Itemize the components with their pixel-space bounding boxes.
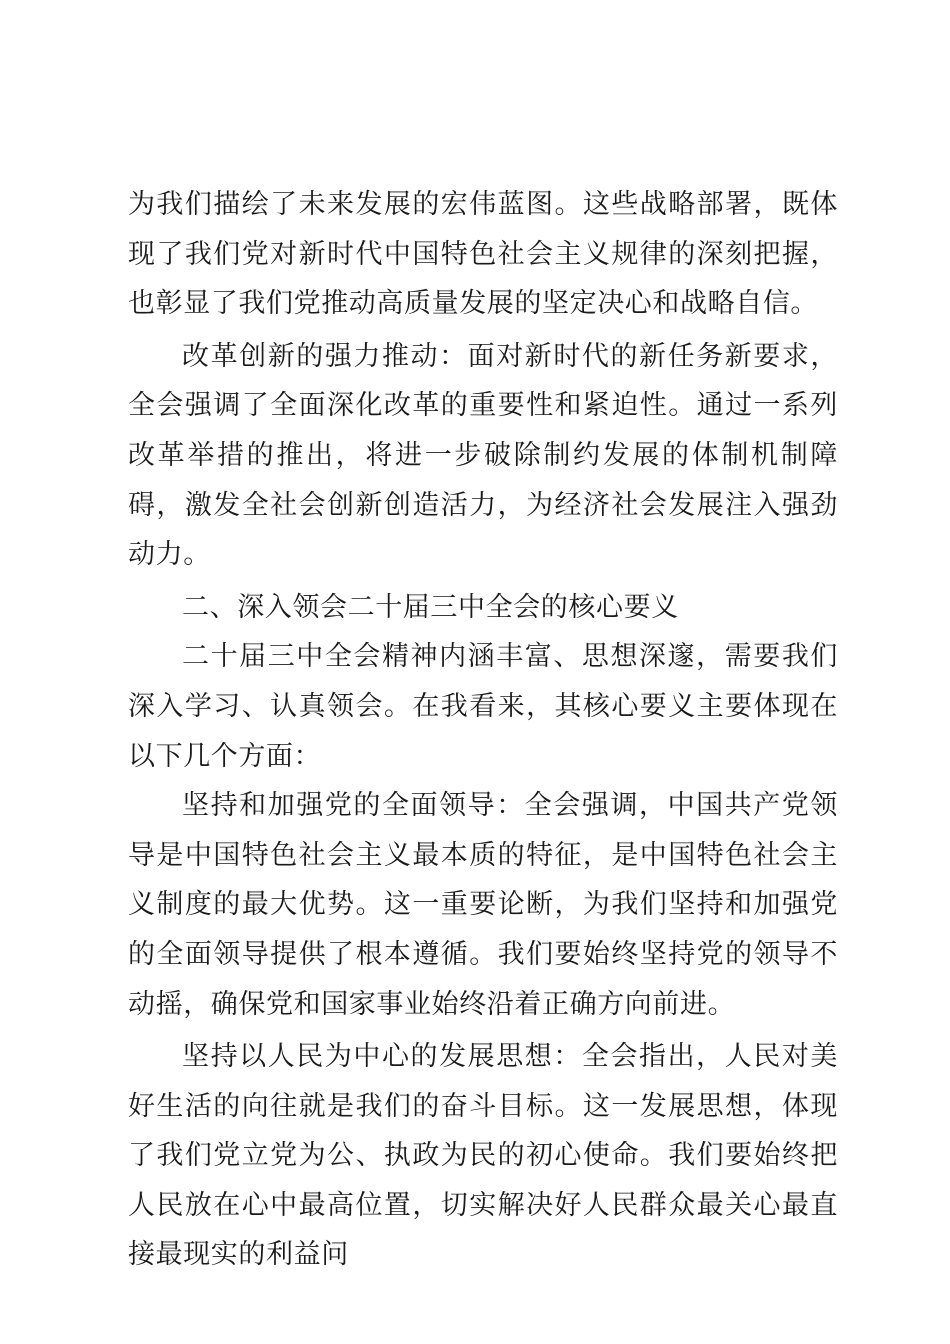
paragraph-section-intro: 二十届三中全会精神内涵丰富、思想深邃，需要我们深入学习、认真领会。在我看来，其核心要义主要体现在以下几个方面： bbox=[128, 641, 838, 772]
section-heading: 二、深入领会二十届三中全会的核心要义 bbox=[182, 591, 679, 623]
paragraph-people-centered: 坚持以人民为中心的发展思想：全会指出，人民对美好生活的向往就是我们的奋斗目标。这一发展思想，体现了我们党立党为公、执政为民的初心使命。我们要始终把人民放在心中最高位置，切实解决好人民群众最关心最直接最现实的利益问 bbox=[128, 1041, 838, 1271]
document-body bbox=[128, 180, 838, 1280]
paragraph-continuation: 为我们描绘了未来发展的宏伟蓝图。这些战略部署，既体现了我们党对新时代中国特色社会主义规律的深刻把握，也彰显了我们党推动高质量发展的坚定决心和战略自信。 bbox=[128, 189, 838, 320]
paragraph-party-leadership: 坚持和加强党的全面领导：全会强调，中国共产党领导是中国特色社会主义最本质的特征，是中国特色社会主义制度的最大优势。这一重要论断，为我们坚持和加强党的全面领导提供了根本遵循。我们要始终坚持党的领导不动摇，确保党和国家事业始终沿着正确方向前进。 bbox=[128, 790, 838, 1020]
paragraph-reform-innovation: 改革创新的强力推动：面对新时代的新任务新要求，全会强调了全面深化改革的重要性和紧迫性。通过一系列改革举措的推出，将进一步破除制约发展的体制机制障碍，激发全社会创新创造活力，为经济社会发展注入强劲动力。 bbox=[128, 340, 838, 571]
